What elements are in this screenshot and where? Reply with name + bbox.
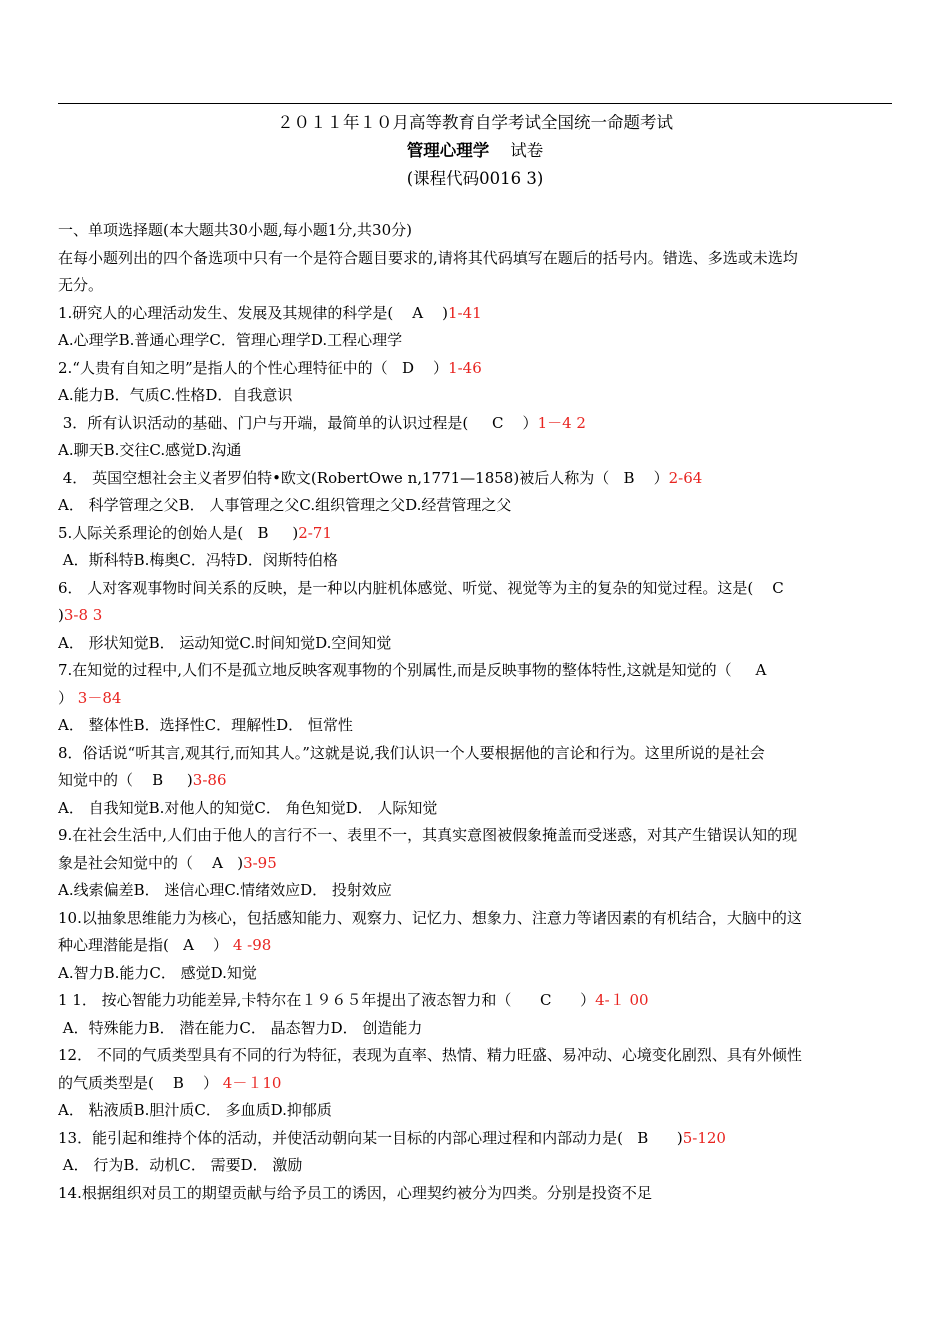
text-line <box>58 520 898 548</box>
page-reference: 3－84 <box>77 688 122 707</box>
line-text: A.聊天B.交往C.感觉D.沟通 <box>58 441 242 459</box>
page-reference: 1-46 <box>448 358 482 377</box>
text-line <box>58 547 898 575</box>
text-line <box>58 272 898 300</box>
paper-label: 试卷 <box>510 141 544 160</box>
line-text: ） <box>58 688 78 707</box>
line-text: A.智力B.能力C． 感觉D.知觉 <box>58 963 257 982</box>
line-text: A.心理学B.普通心理学C．管理心理学D.工程心理学 <box>58 331 403 349</box>
text-line <box>58 960 898 988</box>
line-text: A．特殊能力B． 潜在能力C． 晶态智力D． 创造能力 <box>58 1018 423 1037</box>
line-text: 14.根据组织对员工的期望贡献与给予员工的诱因，心理契约被分为四类。分别是投资不足 <box>58 1183 652 1202</box>
page-reference: 4-１ 00 <box>595 991 649 1009</box>
line-text: 无分。 <box>58 276 104 294</box>
line-text: 5.人际关系理论的创始人是( B ) <box>58 523 299 542</box>
text-line <box>58 932 898 960</box>
exam-title: ２０１１年１０月高等教育自学考试全国统一命题考试 <box>277 113 673 132</box>
text-line <box>58 217 898 245</box>
text-line <box>58 575 898 603</box>
line-text: 13．能引起和维持个体的活动，并使活动朝向某一目标的内部心理过程和内部动力是( B ) <box>58 1128 683 1147</box>
line-text: A.线索偏差B． 迷信心理C.情绪效应D． 投射效应 <box>58 881 392 899</box>
course-code: (课程代码0016 3) <box>406 169 544 188</box>
text-line <box>58 657 898 685</box>
text-line <box>58 437 898 465</box>
page-reference: 3-8 3 <box>63 606 103 624</box>
text-line <box>58 850 898 878</box>
line-text: ) <box>58 606 64 624</box>
page-reference: 2-64 <box>668 468 703 487</box>
text-line <box>58 795 898 823</box>
text-line <box>58 1180 898 1208</box>
text-line <box>58 630 898 658</box>
page-reference: 4 -98 <box>232 936 272 954</box>
page-reference: 3-95 <box>243 853 277 872</box>
subject-name: 管理心理学 <box>406 141 490 160</box>
text-line <box>58 382 898 410</box>
subject-line <box>58 137 892 165</box>
text-line <box>58 410 898 438</box>
line-text: 知觉中的（ B ) <box>58 771 193 789</box>
text-line <box>58 492 898 520</box>
text-line <box>58 767 898 795</box>
text-line <box>58 327 898 355</box>
text-line <box>58 300 898 328</box>
page-reference: 3-86 <box>192 771 227 789</box>
line-text: A． 行为B．动机C． 需要D． 激励 <box>58 1156 303 1174</box>
page-reference: 5-120 <box>682 1128 726 1147</box>
question-list <box>58 217 898 1207</box>
line-text: 8．俗话说“听其言,观其行,而知其人。”这就是说,我们认识一个人要根据他的言论和行为。这里所说的是社会 <box>58 743 765 762</box>
line-text: 的气质类型是( B ） <box>58 1073 223 1092</box>
exam-header <box>58 109 892 193</box>
line-text: 3．所有认识活动的基础、门户与开端，最简单的认识过程是( C ） <box>58 413 538 432</box>
line-text: A． 自我知觉B.对他人的知觉C． 角色知觉D． 人际知觉 <box>58 798 438 817</box>
page-reference: 4－１10 <box>222 1073 282 1092</box>
text-line <box>58 1015 898 1043</box>
line-text: A． 整体性B．选择性C．理解性D． 恒常性 <box>58 716 353 734</box>
text-line <box>58 1152 898 1180</box>
line-text: A． 粘液质B.胆汁质C． 多血质D.抑郁质 <box>58 1101 332 1119</box>
text-line <box>58 245 898 273</box>
text-line <box>58 1042 898 1070</box>
line-text: 种心理潜能是指( A ） <box>58 936 233 954</box>
text-line <box>58 740 898 768</box>
line-text: 4． 英国空想社会主义者罗伯特•欧文(RobertOwe n,1771—1858)被后人称为（ B ） <box>58 468 669 487</box>
line-text: 象是社会知觉中的（ A ) <box>58 853 244 872</box>
line-text: A．斯科特B.梅奥C．冯特D．闵斯特伯格 <box>58 551 338 569</box>
page-reference: 2-71 <box>298 523 332 542</box>
line-text: A． 形状知觉B． 运动知觉C.时间知觉D.空间知觉 <box>58 633 392 652</box>
top-rule <box>58 103 892 104</box>
text-line <box>58 905 898 933</box>
text-line <box>58 712 898 740</box>
line-text: A． 科学管理之父B． 人事管理之父C.组织管理之父D.经营管理之父 <box>58 496 512 514</box>
line-text: 一、单项选择题(本大题共30小题,每小题1分,共30分) <box>58 221 412 239</box>
text-line <box>58 987 898 1015</box>
text-line <box>58 465 898 493</box>
text-line <box>58 1097 898 1125</box>
text-line <box>58 1125 898 1153</box>
page-reference: 1-41 <box>448 303 482 322</box>
text-line <box>58 877 898 905</box>
line-text: 在每小题列出的四个备选项中只有一个是符合题目要求的,请将其代码填写在题后的括号内。错选、多选或未选均 <box>58 248 798 267</box>
line-text: 7.在知觉的过程中,人们不是孤立地反映客观事物的个别属性,而是反映事物的整体特性,这就是知觉的（ A <box>58 661 767 679</box>
line-text: 9.在社会生活中,人们由于他人的言行不一、表里不一，其真实意图被假象掩盖而受迷惑，对其产生错误认知的现 <box>58 826 798 844</box>
text-line <box>58 602 898 630</box>
text-line <box>58 355 898 383</box>
line-text: 1 1． 按心智能力功能差异,卡特尔在１９６５年提出了液态智力和（ C ） <box>58 991 596 1009</box>
text-line <box>58 822 898 850</box>
line-text: 10.以抽象思维能力为核心，包括感知能力、观察力、记忆力、想象力、注意力等诸因素的有机结合，大脑中的这 <box>58 908 802 927</box>
text-line <box>58 685 898 713</box>
line-text: 6． 人对客观事物时间关系的反映，是一种以内脏机体感觉、听觉、视觉等为主的复杂的知觉过程。这是( C <box>58 578 784 597</box>
line-text: 12． 不同的气质类型具有不同的行为特征，表现为直率、热情、精力旺盛、易冲动、心境变化剧烈、具有外倾性 <box>58 1046 802 1064</box>
text-line <box>58 1070 898 1098</box>
line-text: A.能力B．气质C.性格D．自我意识 <box>58 386 293 404</box>
line-text: 2.“人贵有自知之明”是指人的个性心理特征中的（ D ） <box>58 358 449 377</box>
page-reference: 1－4 2 <box>537 413 586 432</box>
line-text: 1.研究人的心理活动发生、发展及其规律的科学是( A ) <box>58 303 448 322</box>
